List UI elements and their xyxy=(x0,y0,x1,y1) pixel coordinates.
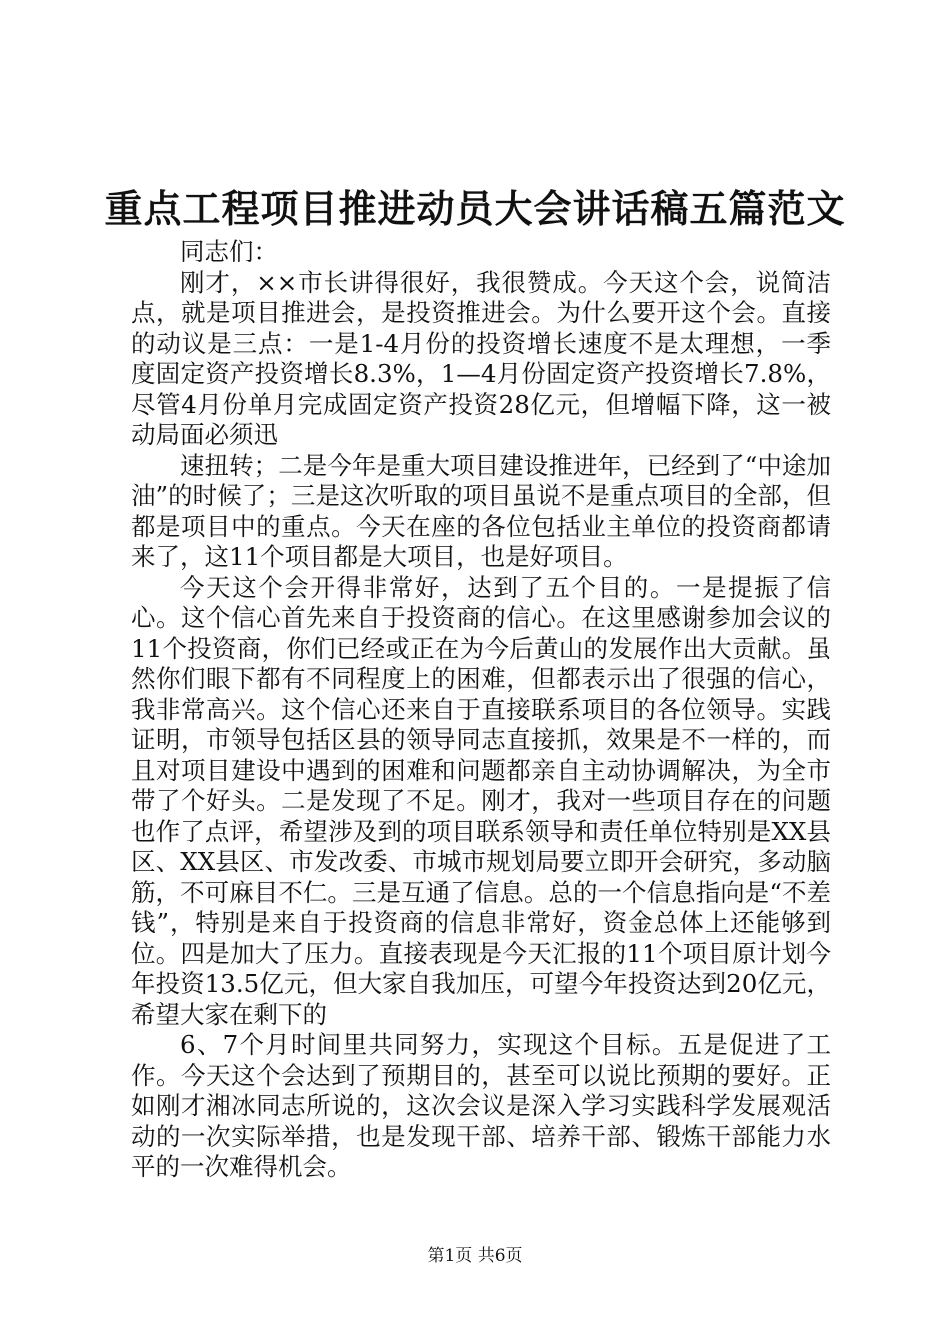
page-indicator: 第1页 共6页 xyxy=(427,1246,523,1266)
salutation: 同志们： xyxy=(180,237,278,266)
paragraph: 6、7个月时间里共同努力，实现这个目标。五是促进了工作。今天这个会达到了预期目的，甚至可以说比预期的要好。正如刚才湘冰同志所说的，这次会议是深入学习实践科学发展观活动的一次实际举措，也是发现干部、培养干部、锻炼干部能力水平的一次难得机会。 xyxy=(131,1030,831,1181)
page-title: 重点工程项目推进动员大会讲话稿五篇范文 xyxy=(104,186,846,231)
document-body xyxy=(131,237,831,1183)
paragraph: 速扭转；二是今年是重大项目建设推进年，已经到了“中途加油”的时候了；三是这次听取的项目虽说不是重点项目的全部，但都是项目中的重点。今天在座的各位包括业主单位的投资商都请来了，这11个项目都是大项目，也是好项目。 xyxy=(131,450,831,571)
paragraph: 今天这个会开得非常好，达到了五个目的。一是提振了信心。这个信心首先来自于投资商的信心。在这里感谢参加会议的11个投资商，你们已经或正在为今后黄山的发展作出大贡献。虽然你们眼下都有不同程度上的困难，但都表示出了很强的信心，我非常高兴。这个信心还来自于直接联系项目的各位领导。实践证明，市领导包括区县的领导同志直接抓，效果是不一样的，而且对项目建设中遇到的困难和问题都亲自主动协调解决，为全市带了个好头。二是发现了不足。刚才，我对一些项目存在的问题也作了点评，希望涉及到的项目联系领导和责任单位特别是XX县区、XX县区、市发改委、市城市规划局要立即开会研究，多动脑筋，不可麻目不仁。三是互通了信息。总的一个信息指向是“不差钱”，特别是来自于投资商的信息非常好，资金总体上还能够到位。四是加大了压力。直接表现是今天汇报的11个项目原计划今年投资13.5亿元，但大家自我加压，可望今年投资达到20亿元，希望大家在剩下的 xyxy=(131,572,831,1029)
page-footer xyxy=(0,1244,950,1268)
paragraph: 刚才，××市长讲得很好，我很赞成。今天这个会，说简洁点，就是项目推进会，是投资推进会。为什么要开这个会。直接的动议是三点：一是1-4月份的投资增长速度不是太理想，一季度固定资产投资增长8.3%，1—4月份固定资产投资增长7.8%，尽管4月份单月完成固定资产投资28亿元，但增幅下降，这一被动局面必须迅 xyxy=(131,267,831,449)
